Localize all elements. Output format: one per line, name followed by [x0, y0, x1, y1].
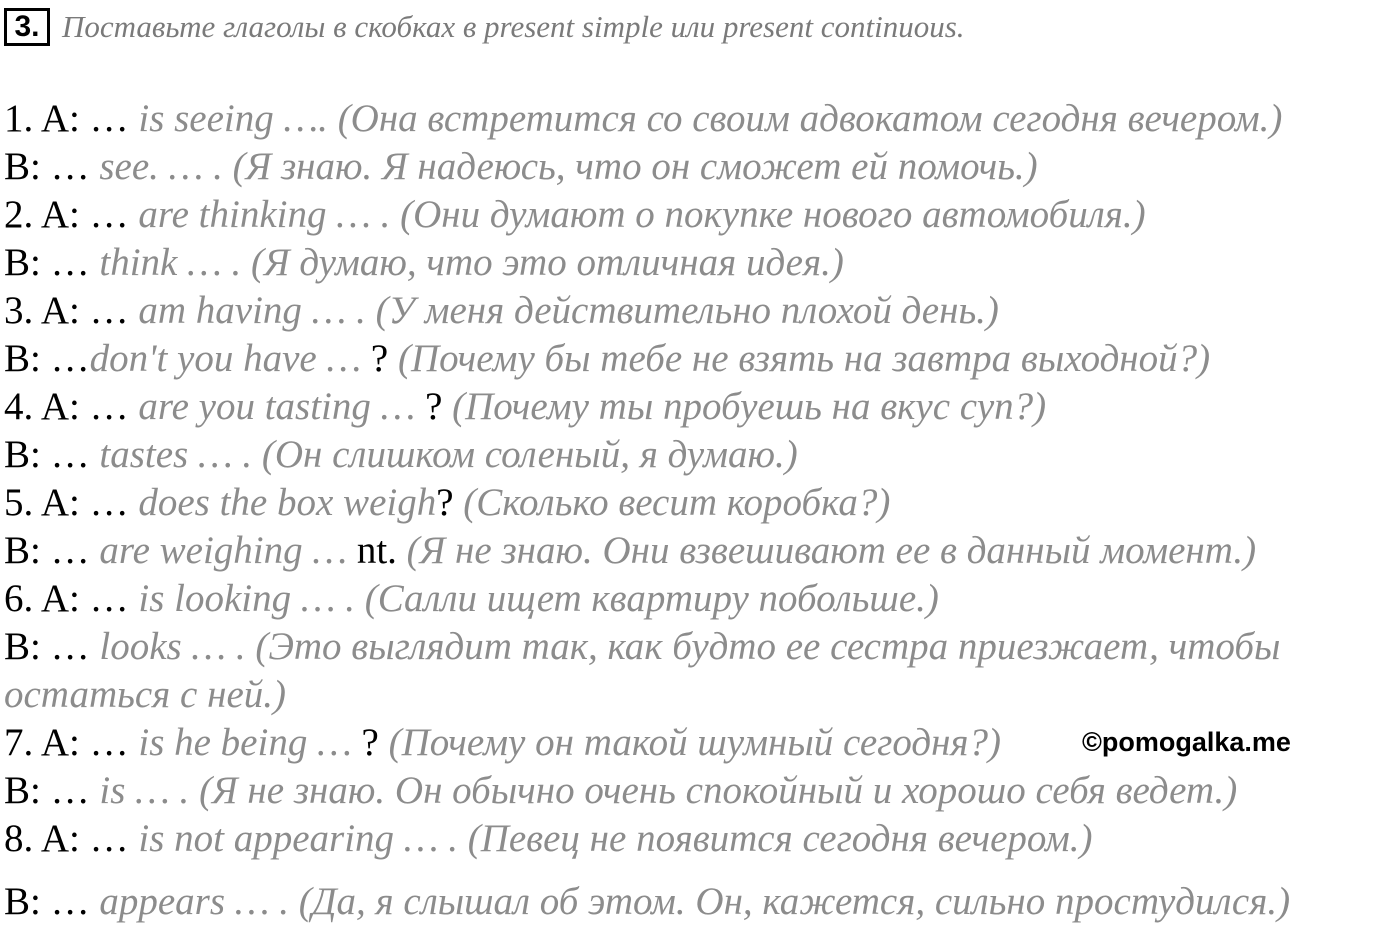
line-prefix: B: … [4, 880, 90, 923]
line-translation: (Я не знаю. Он обычно очень спокойный и хорошо себя ведет.) [189, 769, 1238, 812]
line-translation: (Он слишком соленый, я думаю.) [252, 433, 798, 476]
answer-line-7a [4, 720, 1001, 766]
line-translation: (Почему бы тебе не взять на завтра выходной?) [388, 337, 1211, 380]
answer-line-4a [4, 384, 1046, 430]
line-prefix: B: … [4, 769, 90, 812]
line-gap: ? [351, 721, 379, 764]
line-translation: (Салли ищет квартиру побольше.) [355, 577, 939, 620]
line-translation: (Почему он такой шумный сегодня?) [378, 721, 1002, 764]
line-translation: (Да, я слышал об этом. Он, кажется, сильно простудился.) [288, 880, 1291, 923]
line-answer: is looking … . [128, 577, 356, 620]
exercise-header [4, 8, 965, 46]
line-answer: are you tasting … [128, 385, 416, 428]
line-translation: (Певец не появится сегодня вечером.) [457, 817, 1093, 860]
line-answer: does the box weigh [128, 481, 437, 524]
line-answer: looks … . [89, 625, 246, 668]
line-answer: tastes … . [89, 433, 253, 476]
line-prefix: 2. A: … [4, 193, 129, 236]
answer-line-3a [4, 288, 999, 334]
exercise-number: 3. [4, 8, 50, 46]
line-answer: see. … . [89, 145, 223, 188]
line-translation: (У меня действительно плохой день.) [365, 289, 999, 332]
line-gap: ? [415, 385, 443, 428]
line-translation: (Я не знаю. Они взвешивают ее в данный момент.) [396, 529, 1257, 572]
answer-line-5a [4, 480, 890, 526]
line-prefix: B: … [4, 433, 90, 476]
line-answer: is he being … [128, 721, 352, 764]
line-prefix: B: … [4, 625, 90, 668]
line-answer: am having … . [128, 289, 366, 332]
answer-line-3b [4, 336, 1210, 382]
line-prefix: 5. A: … [4, 481, 129, 524]
line-answer: are weighing … [89, 529, 348, 572]
line-translation: (Она встретится со своим адвокатом сегодня вечером.) [327, 97, 1283, 140]
answer-line-5b [4, 528, 1256, 574]
answer-line-6b-continued [4, 672, 286, 718]
line-answer: think … . [89, 241, 242, 284]
line-translation: остаться с ней.) [4, 673, 287, 716]
exercise-instruction: Поставьте глаголы в скобках в present simple или present continuous. [62, 9, 965, 44]
answer-line-8b [4, 879, 1290, 925]
line-translation: (Я думаю, что это отличная идея.) [241, 241, 844, 284]
line-prefix: B: … [4, 337, 90, 380]
answer-line-6b [4, 624, 1280, 670]
line-prefix: B: … [4, 145, 90, 188]
line-answer: are thinking … . [128, 193, 391, 236]
line-prefix: 1. A: … [4, 97, 129, 140]
answer-line-1b [4, 144, 1038, 190]
line-prefix: 7. A: … [4, 721, 129, 764]
answer-line-6a [4, 576, 939, 622]
line-prefix: 3. A: … [4, 289, 129, 332]
line-prefix: 6. A: … [4, 577, 129, 620]
line-translation: (Сколько весит коробка?) [453, 481, 891, 524]
line-prefix: B: … [4, 529, 90, 572]
answer-line-8a [4, 816, 1093, 862]
line-translation: (Я знаю. Я надеюсь, что он сможет ей помочь.) [222, 145, 1038, 188]
answer-line-1a [4, 96, 1282, 142]
line-prefix: 8. A: … [4, 817, 129, 860]
line-answer: don't you have … [89, 337, 362, 380]
line-gap: nt. [347, 529, 397, 572]
line-answer: is seeing …. [128, 97, 328, 140]
line-translation: (Это выглядит так, как будто ее сестра приезжает, чтобы [245, 625, 1281, 668]
line-answer: appears … . [89, 880, 289, 923]
line-answer: is … . [89, 769, 190, 812]
line-answer: is not appearing … . [128, 817, 458, 860]
answer-line-7b [4, 768, 1237, 814]
answer-line-4b [4, 432, 798, 478]
line-gap: ? [436, 481, 454, 524]
line-gap: ? [361, 337, 389, 380]
watermark: ©pomogalka.me [1082, 727, 1291, 757]
answer-line-2b [4, 240, 844, 286]
line-translation: (Почему ты пробуешь на вкус суп?) [442, 385, 1047, 428]
line-translation: (Они думают о покупке нового автомобиля.) [390, 193, 1146, 236]
line-prefix: 4. A: … [4, 385, 129, 428]
line-prefix: B: … [4, 241, 90, 284]
answer-line-2a [4, 192, 1146, 238]
